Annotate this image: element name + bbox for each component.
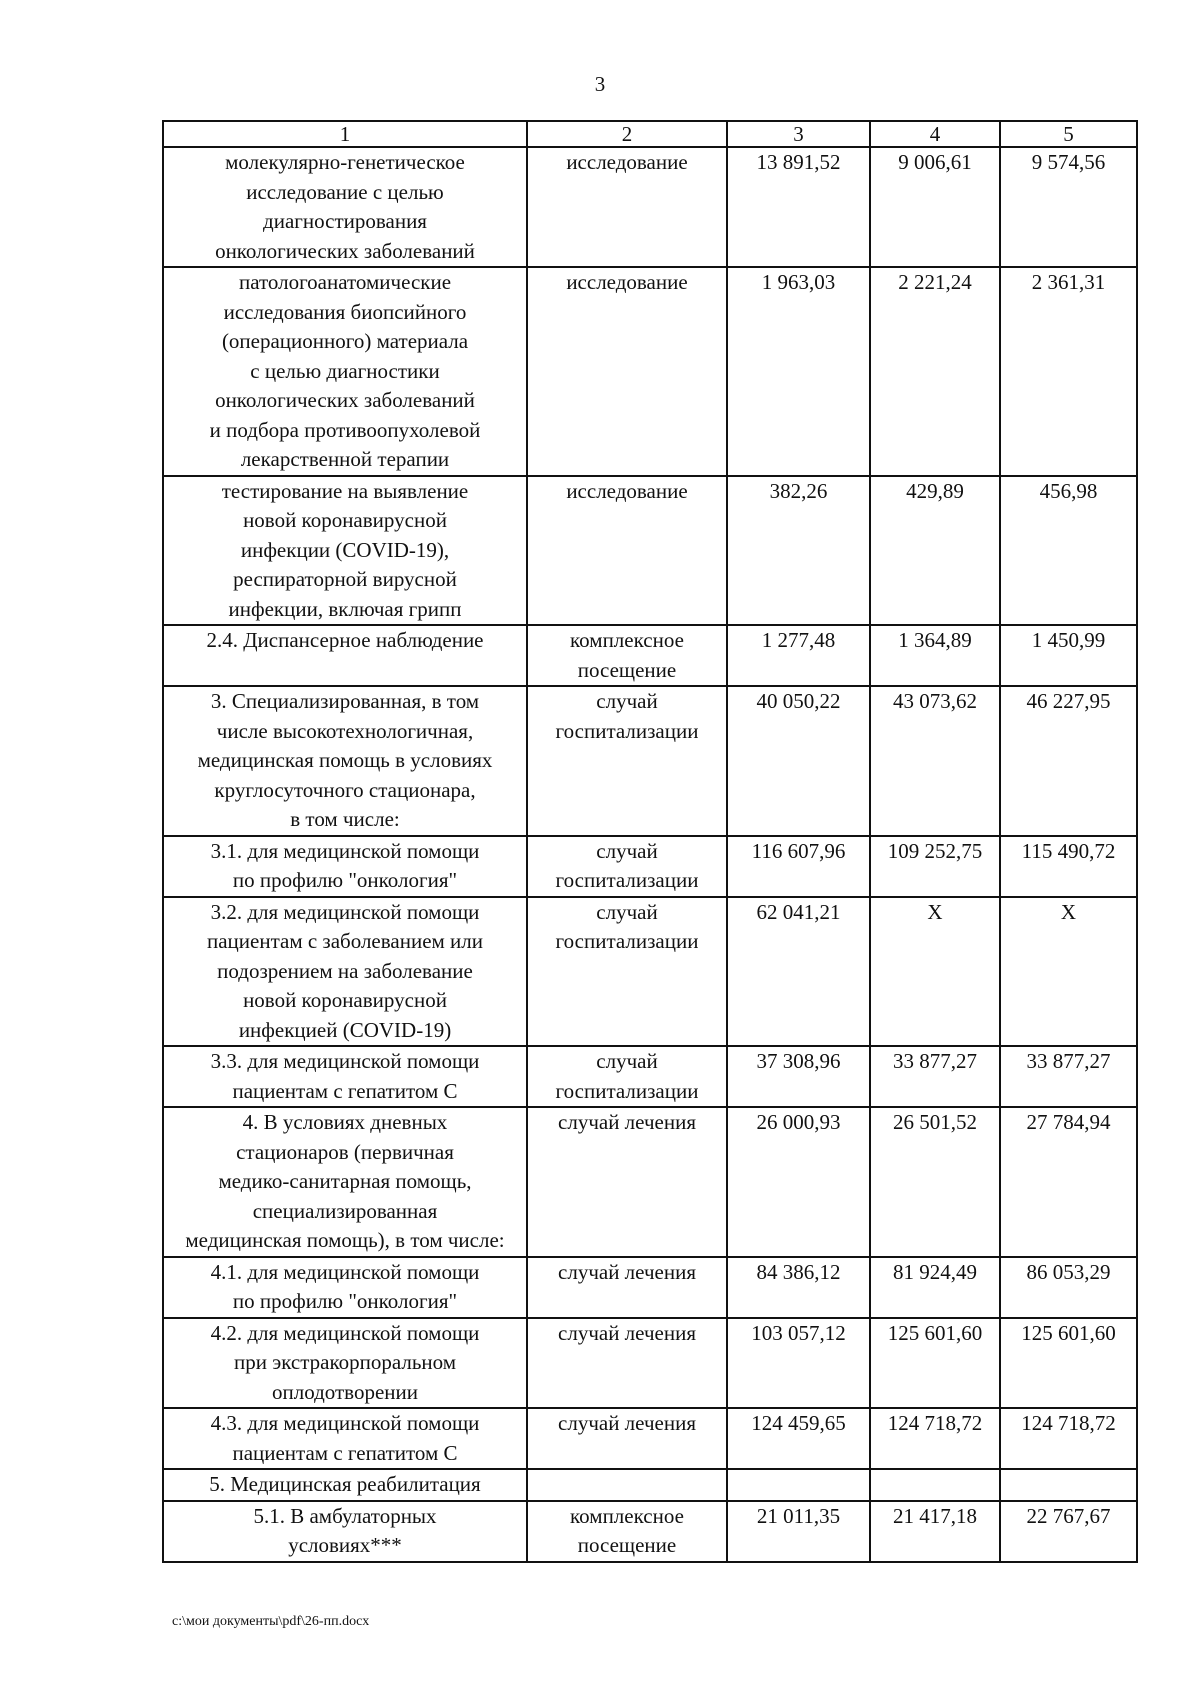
- table-row: [163, 1469, 1137, 1501]
- value-col5-cell: 9 574,56: [1000, 147, 1137, 267]
- service-name-cell-line: 3.2. для медицинской помощи: [210, 899, 480, 924]
- service-name-cell: [163, 1257, 527, 1318]
- value-col4-cell: 109 252,75: [870, 836, 1000, 897]
- table-row: [163, 686, 1137, 836]
- value-col5-cell: [1000, 1469, 1137, 1501]
- table-row: [163, 836, 1137, 897]
- column-header-1: 1: [163, 121, 527, 147]
- service-name-cell-line: исследование с целью: [246, 179, 444, 204]
- service-name-cell: [163, 1318, 527, 1409]
- service-name-cell: [163, 1408, 527, 1469]
- service-name-cell: [163, 1107, 527, 1257]
- table-row: [163, 1107, 1137, 1257]
- service-name-cell-line: лекарственной терапии: [240, 447, 450, 471]
- service-name-cell: [163, 897, 527, 1047]
- unit-cell-line: госпитализации: [555, 1078, 699, 1103]
- value-col3-cell: 84 386,12: [727, 1257, 870, 1318]
- column-header-2: 2: [527, 121, 727, 147]
- service-name-cell-line: по профилю "онкология": [232, 868, 458, 892]
- service-name-cell-line: при экстракорпоральном: [233, 1350, 457, 1374]
- value-col4-cell: 125 601,60: [870, 1318, 1000, 1409]
- service-name-cell-line: онкологических заболеваний: [215, 238, 475, 263]
- service-name-cell-line: исследования биопсийного: [223, 299, 467, 324]
- value-col3-cell: 62 041,21: [727, 897, 870, 1047]
- value-col4-cell: 43 073,62: [870, 686, 1000, 836]
- unit-cell-line: госпитализации: [555, 868, 699, 892]
- value-col4-cell: 124 718,72: [870, 1408, 1000, 1469]
- value-col3-cell: 1 963,03: [727, 267, 870, 476]
- unit-cell: [527, 897, 727, 1047]
- column-header-5: 5: [1000, 121, 1137, 147]
- column-header-4: 4: [870, 121, 1000, 147]
- service-name-cell: [163, 1469, 527, 1501]
- service-name-cell-line: патологоанатомические: [238, 270, 452, 294]
- table-row: [163, 1257, 1137, 1318]
- table-row: [163, 897, 1137, 1047]
- service-name-cell-line: 2.4. Диспансерное наблюдение: [206, 628, 484, 652]
- service-name-cell-line: 4.2. для медицинской помощи: [210, 1320, 480, 1345]
- table-row: [163, 625, 1137, 686]
- service-name-cell-line: 3.1. для медицинской помощи: [210, 838, 480, 863]
- table-body: [163, 147, 1137, 1562]
- value-col3-cell: 1 277,48: [727, 625, 870, 686]
- unit-cell-line: случай: [596, 1049, 658, 1073]
- value-col5-cell: 1 450,99: [1000, 625, 1137, 686]
- value-col4-cell: 21 417,18: [870, 1501, 1000, 1562]
- table-row: [163, 1501, 1137, 1562]
- value-col4-cell: 81 924,49: [870, 1257, 1000, 1318]
- service-name-cell-line: условиях***: [288, 1533, 402, 1557]
- service-name-cell-line: тестирование на выявление: [221, 478, 469, 503]
- tariff-table: [162, 120, 1138, 1563]
- table-row: [163, 267, 1137, 476]
- table-row: [163, 1408, 1137, 1469]
- unit-cell: [527, 1318, 727, 1409]
- service-name-cell-line: инфекции, включая грипп: [228, 596, 462, 621]
- value-col5-cell: 2 361,31: [1000, 267, 1137, 476]
- service-name-cell-line: 5. Медицинская реабилитация: [209, 1472, 481, 1496]
- service-name-cell-line: новой коронавирусной: [243, 988, 447, 1012]
- unit-cell-line: случай лечения: [558, 1110, 696, 1134]
- table-row: [163, 1318, 1137, 1409]
- unit-cell: [527, 147, 727, 267]
- value-col4-cell: 33 877,27: [870, 1046, 1000, 1107]
- service-name-cell-line: 3.3. для медицинской помощи: [210, 1049, 480, 1073]
- page-number: 3: [594, 72, 606, 96]
- unit-cell-line: комплексное: [570, 1503, 684, 1528]
- value-col5-cell: 125 601,60: [1000, 1318, 1137, 1409]
- value-col5-cell: 86 053,29: [1000, 1257, 1137, 1318]
- table-row: [163, 476, 1137, 626]
- unit-cell: [527, 1257, 727, 1318]
- unit-cell-line: исследование: [566, 270, 688, 294]
- value-col3-cell: 103 057,12: [727, 1318, 870, 1409]
- value-col4-cell: [870, 1469, 1000, 1501]
- service-name-cell-line: оплодотворении: [271, 1379, 418, 1404]
- service-name-cell-line: круглосуточного стационара,: [214, 777, 476, 802]
- unit-cell: [527, 1469, 727, 1501]
- value-col3-cell: 40 050,22: [727, 686, 870, 836]
- unit-cell-line: посещение: [577, 1533, 677, 1557]
- service-name-cell-line: числе высокотехнологичная,: [216, 718, 474, 743]
- service-name-cell: [163, 836, 527, 897]
- value-col5-cell: 33 877,27: [1000, 1046, 1137, 1107]
- service-name-cell-line: инфекции (COVID-19),: [240, 537, 450, 562]
- value-col3-cell: 124 459,65: [727, 1408, 870, 1469]
- unit-cell-line: госпитализации: [555, 718, 699, 743]
- unit-cell-line: случай: [596, 899, 658, 924]
- value-col3-cell: 21 011,35: [727, 1501, 870, 1562]
- value-col4-cell: 1 364,89: [870, 625, 1000, 686]
- unit-cell-line: исследование: [566, 478, 688, 503]
- service-name-cell: [163, 1501, 527, 1562]
- service-name-cell-line: с целью диагностики: [250, 358, 440, 383]
- unit-cell: [527, 1107, 727, 1257]
- value-col3-cell: 13 891,52: [727, 147, 870, 267]
- unit-cell-line: посещение: [577, 657, 677, 682]
- value-col5-cell: 124 718,72: [1000, 1408, 1137, 1469]
- service-name-cell-line: специализированная: [252, 1198, 438, 1223]
- footer-file-path: c:\мои документы\pdf\26-пп.docx: [172, 1614, 370, 1629]
- unit-cell: [527, 1408, 727, 1469]
- service-name-cell-line: (операционного) материала: [221, 329, 469, 353]
- service-name-cell-line: и подбора противоопухолевой: [209, 417, 481, 442]
- service-name-cell-line: стационаров (первичная: [236, 1139, 454, 1164]
- service-name-cell-line: молекулярно-генетическое: [225, 150, 465, 174]
- service-name-cell-line: пациентам с гепатитом С: [232, 1440, 458, 1465]
- value-col4-cell: 9 006,61: [870, 147, 1000, 267]
- service-name-cell: [163, 1046, 527, 1107]
- unit-cell: [527, 686, 727, 836]
- value-col3-cell: 116 607,96: [727, 836, 870, 897]
- service-name-cell-line: диагностирования: [263, 209, 427, 233]
- service-name-cell-line: 4.3. для медицинской помощи: [210, 1411, 480, 1435]
- service-name-cell-line: респираторной вирусной: [233, 567, 457, 591]
- value-col5-cell: 22 767,67: [1000, 1501, 1137, 1562]
- table-row: [163, 147, 1137, 267]
- value-col3-cell: 37 308,96: [727, 1046, 870, 1107]
- service-name-cell: [163, 686, 527, 836]
- unit-cell: [527, 836, 727, 897]
- value-col4-cell: 2 221,24: [870, 267, 1000, 476]
- service-name-cell: [163, 625, 527, 686]
- service-name-cell-line: медико-санитарная помощь,: [218, 1169, 472, 1193]
- service-name-cell: [163, 147, 527, 267]
- column-header-3: 3: [727, 121, 870, 147]
- value-col3-cell: 26 000,93: [727, 1107, 870, 1257]
- service-name-cell-line: 4.1. для медицинской помощи: [210, 1259, 480, 1284]
- value-col5-cell: 46 227,95: [1000, 686, 1137, 836]
- value-col5-cell: X: [1000, 897, 1137, 1047]
- service-name-cell-line: в том числе:: [290, 807, 400, 831]
- value-col4-cell: 26 501,52: [870, 1107, 1000, 1257]
- value-col5-cell: 456,98: [1000, 476, 1137, 626]
- service-name-cell-line: пациентам с гепатитом С: [232, 1078, 458, 1103]
- unit-cell: [527, 1046, 727, 1107]
- service-name-cell-line: инфекцией (COVID-19): [238, 1017, 452, 1042]
- unit-cell: [527, 625, 727, 686]
- unit-cell-line: исследование: [566, 150, 688, 174]
- table-header-row: [163, 121, 1137, 147]
- unit-cell-line: случай лечения: [558, 1411, 696, 1435]
- unit-cell-line: госпитализации: [555, 929, 699, 953]
- unit-cell: [527, 476, 727, 626]
- value-col3-cell: [727, 1469, 870, 1501]
- service-name-cell-line: 5.1. В амбулаторных: [253, 1503, 437, 1528]
- value-col3-cell: 382,26: [727, 476, 870, 626]
- value-col4-cell: X: [870, 897, 1000, 1047]
- service-name-cell: [163, 267, 527, 476]
- value-col5-cell: 115 490,72: [1000, 836, 1137, 897]
- service-name-cell-line: пациентам с заболеванием или: [206, 929, 484, 953]
- service-name-cell-line: медицинская помощь в условиях: [197, 748, 493, 772]
- unit-cell-line: случай лечения: [558, 1320, 696, 1345]
- unit-cell: [527, 1501, 727, 1562]
- unit-cell: [527, 267, 727, 476]
- service-name-cell-line: 3. Специализированная, в том: [210, 689, 480, 713]
- service-name-cell-line: по профилю "онкология": [232, 1289, 458, 1313]
- unit-cell-line: случай: [596, 838, 658, 863]
- table-row: [163, 1046, 1137, 1107]
- service-name-cell-line: 4. В условиях дневных: [242, 1110, 448, 1134]
- service-name-cell: [163, 476, 527, 626]
- service-name-cell-line: онкологических заболеваний: [215, 388, 475, 412]
- service-name-cell-line: подозрением на заболевание: [217, 958, 473, 983]
- unit-cell-line: комплексное: [570, 628, 684, 652]
- value-col5-cell: 27 784,94: [1000, 1107, 1137, 1257]
- unit-cell-line: случай: [596, 689, 658, 713]
- service-name-cell-line: новой коронавирусной: [243, 508, 447, 532]
- service-name-cell-line: медицинская помощь), в том числе:: [185, 1228, 505, 1252]
- value-col4-cell: 429,89: [870, 476, 1000, 626]
- unit-cell-line: случай лечения: [558, 1259, 696, 1284]
